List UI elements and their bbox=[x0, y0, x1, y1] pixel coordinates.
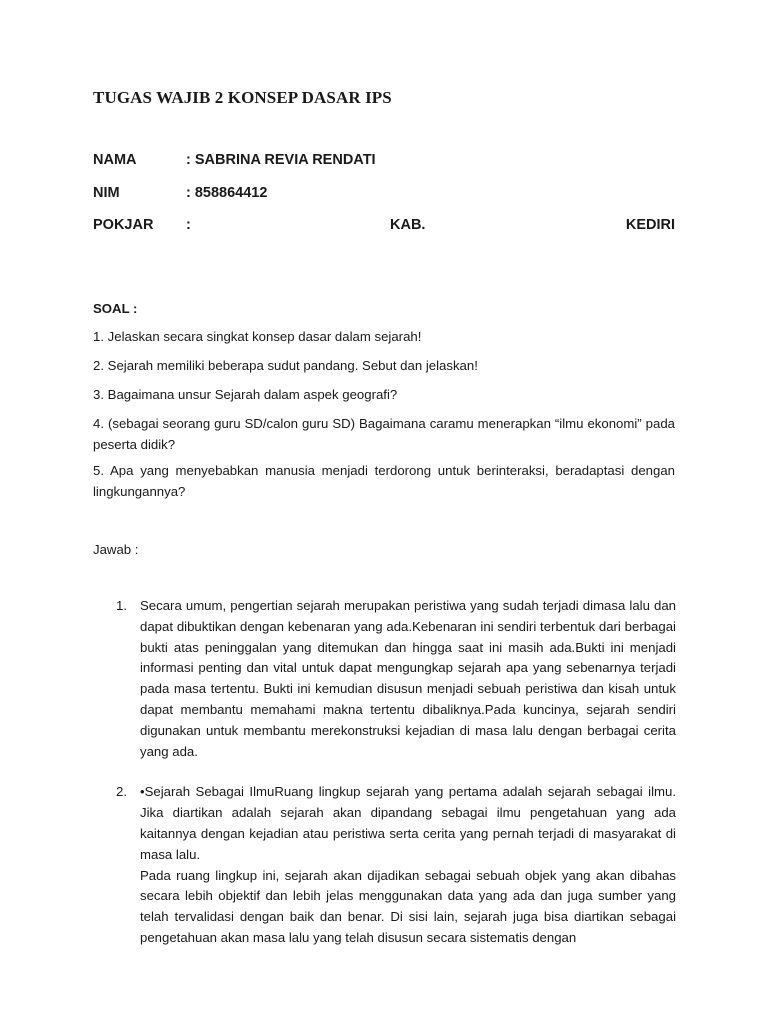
question-1: 1. Jelaskan secara singkat konsep dasar dalam sejarah! bbox=[93, 329, 422, 344]
question-4: 4. (sebagai seorang guru SD/calon guru SD) Bagaimana caramu menerapkan “ilmu ekonomi” pada peserta didik? bbox=[93, 416, 675, 452]
nama-value: : SABRINA REVIA RENDATI bbox=[186, 152, 376, 168]
answer-paragraph: •Sejarah Sebagai IlmuRuang lingkup sejarah yang pertama adalah sejarah sebagai ilmu. Jika diartikan adalah sejarah akan dipandang sebagai ilmu pengetahuan yang ada kaitannya dengan kejadian atau peristiwa serta cerita yang pernah terjadi di masyarakat di masa lalu. bbox=[140, 784, 676, 862]
answer-paragraph: Pada ruang lingkup ini, sejarah akan dijadikan sebagai sebuah objek yang akan dibahas secara lebih objektif dan lebih jelas menggunakan data yang ada dan juga sumber yang telah tervalidasi dengan baik dan benar. Di sisi lain, sejarah juga bisa diartikan sebagai pengetahuan akan masa lalu yang telah disusun secara sistematis dengan bbox=[140, 867, 676, 945]
nama-label: NAMA bbox=[93, 152, 137, 168]
question-3: 3. Bagaimana unsur Sejarah dalam aspek geografi? bbox=[93, 387, 398, 402]
document-title: TUGAS WAJIB 2 KONSEP DASAR IPS bbox=[93, 88, 392, 107]
soal-heading: SOAL : bbox=[93, 301, 138, 316]
answer-number: 2. bbox=[116, 784, 127, 800]
answer-item-2 bbox=[116, 782, 676, 948]
answer-number: 1. bbox=[116, 598, 127, 613]
pokjar-city: KEDIRI bbox=[625, 217, 675, 233]
answer-item-1 bbox=[116, 596, 676, 762]
question-5: 5. Apa yang menyebabkan manusia menjadi terdorong untuk berinteraksi, beradaptasi dengan lingkungannya? bbox=[93, 463, 675, 499]
nim-value: : 858864412 bbox=[186, 185, 268, 201]
question-2: 2. Sejarah memiliki beberapa sudut pandang. Sebut dan jelaskan! bbox=[93, 358, 478, 373]
pokjar-kab: KAB. bbox=[390, 217, 426, 233]
jawab-heading: Jawab : bbox=[93, 542, 139, 557]
nim-label: NIM bbox=[93, 185, 120, 201]
answer-paragraph: Secara umum, pengertian sejarah merupakan peristiwa yang sudah terjadi dimasa lalu dan dapat dibuktikan dengan kebenaran yang ada.Kebenaran ini sendiri terbentuk dari berbagai bukti atas peninggalan yang ditemukan dan hingga saat ini masih ada.Bukti ini menjadi informasi penting dan vital untuk dapat mengungkap sejarah apa yang sebenarnya terjadi pada masa tertentu. Bukti ini kemudian disusun menjadi sebuah peristiwa dan kisah untuk dapat membantu memahami makna tertentu dibaliknya.Pada kuncinya, sejarah sendiri digunakan untuk membantu merekonstruksi kejadian di masa lalu dengan berbagai cerita yang ada. bbox=[140, 598, 676, 759]
answer-list bbox=[116, 596, 676, 949]
pokjar-label: POKJAR bbox=[93, 217, 154, 233]
pokjar-colon: : bbox=[186, 217, 191, 233]
